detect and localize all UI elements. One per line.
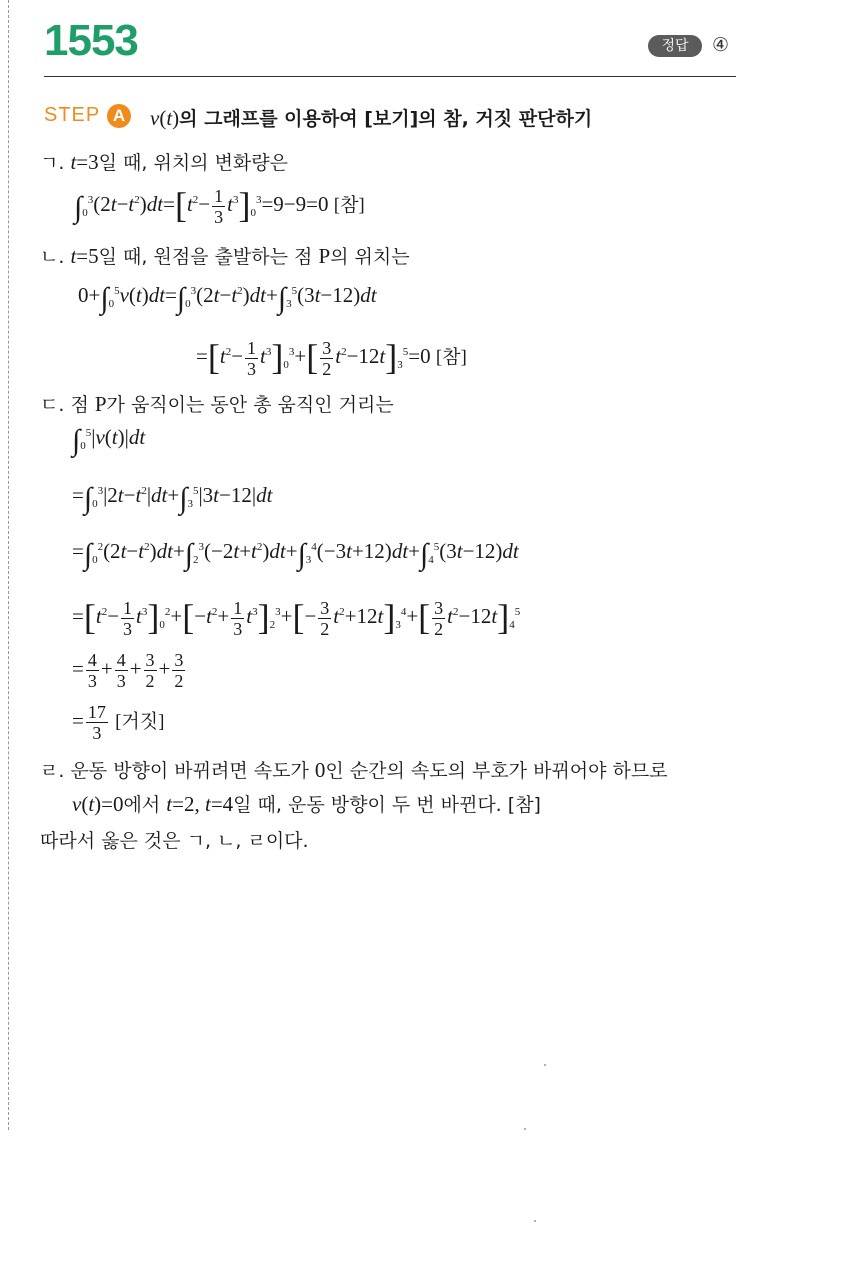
item-n-equation-1: $0+\int_0^5v(t)dt=\int_0^3(2t-t^2)dt+\int_3^5(3t-12)dt$ bbox=[78, 282, 377, 315]
problem-number: 1553 bbox=[44, 16, 138, 65]
step-title: v(t)의 그래프를 이용하여 [보기]의 참, 거짓 판단하기 bbox=[150, 106, 593, 130]
step-label: STEP bbox=[44, 104, 101, 126]
scan-speck bbox=[544, 1064, 546, 1066]
answer-badge: 정답 bbox=[648, 35, 702, 57]
scan-speck bbox=[534, 1220, 536, 1222]
item-d-equation-2: $=\int_0^3|2t-t^2|dt+\int_3^5|3t-12|dt$ bbox=[72, 482, 273, 515]
item-g-statement: ㄱ. t=3일 때, 위치의 변화량은 bbox=[40, 150, 288, 174]
item-g-equation: $\int_0^3(2t-t^2)dt=[t^2-$ $\frac{1}{3}$ $t^3]_0^3=9-9=0$ [참] bbox=[74, 185, 365, 227]
header-divider bbox=[44, 76, 736, 77]
item-d-statement: ㄷ. 점 P가 움직이는 동안 총 움직인 거리는 bbox=[40, 392, 394, 416]
item-d-equation-6: = $\frac{17}{3}$ [거짓] bbox=[72, 702, 165, 743]
item-r-statement-2: v(t)=0에서 t=2, t=4일 때, 운동 방향이 두 번 바뀐다. [참] bbox=[72, 792, 541, 816]
item-d-equation-1: $\int_0^5|v(t)|dt$ bbox=[72, 424, 146, 457]
answer-value: ④ bbox=[712, 34, 730, 56]
item-r-statement-1: ㄹ. 운동 방향이 바뀌려면 속도가 0인 순간의 속도의 부호가 바뀌어야 하므로 bbox=[40, 758, 668, 782]
item-d-equation-5: = $\frac{4}{3}$ + $\frac{4}{3}$ + $\frac{3}{2}$ + $\frac{3}{2}$ bbox=[72, 650, 184, 691]
scan-speck bbox=[524, 1128, 526, 1130]
step-letter-badge: A bbox=[107, 104, 131, 128]
item-d-equation-3: $=\int_0^2(2t-t^2)dt+\int_2^3(-2t+t^2)dt+\int_3^4(-3t+12)dt+\int_4^5(3t-12)dt$ bbox=[72, 538, 519, 571]
item-n-statement: ㄴ. t=5일 때, 원점을 출발하는 점 P의 위치는 bbox=[40, 244, 410, 268]
conclusion: 따라서 옳은 것은 ㄱ, ㄴ, ㄹ이다. bbox=[40, 830, 309, 852]
item-d-equation-4: $=[t^2-$ $\frac{1}{3}$ $t^3]_0^2+[-t^2+$ $\frac{1}{3}$ $t^3]_2^3+[-$ $\frac{3}{2}$ $t^2+12t]_3^4+$[ $\frac{3}{2}$ $t^2-12t]_4^5$ bbox=[72, 597, 521, 639]
page-margin-line bbox=[8, 0, 9, 1130]
item-n-equation-2: $=[t^2-$ $\frac{1}{3}$ $t^3]_0^3+$[ $\frac{3}{2}$ $t^2-12t]_3^5=0$ [참] bbox=[196, 337, 467, 379]
